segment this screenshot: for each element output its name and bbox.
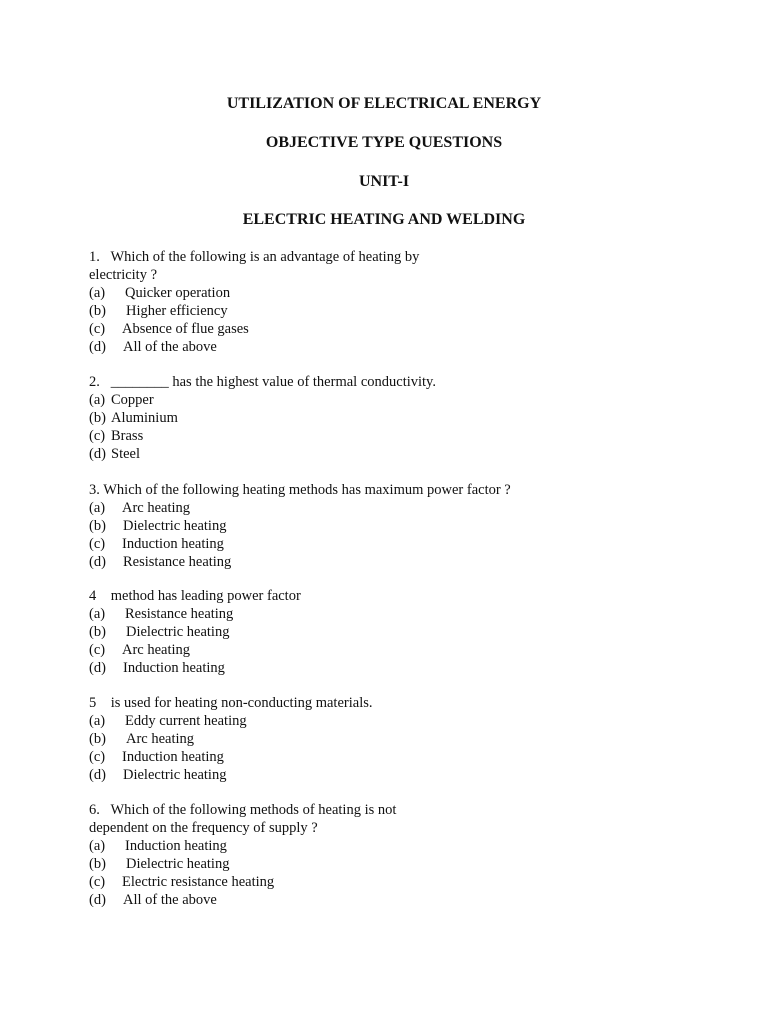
question-5-option-c: (c) Induction heating: [89, 749, 224, 765]
question-2-option-c: (c) Brass: [89, 428, 144, 444]
question-5-option-a: (a) Eddy current heating: [89, 713, 247, 729]
question-5-text-line-1: 5 is used for heating non-conducting materials.: [89, 695, 373, 711]
question-3-option-b: (b) Dielectric heating: [89, 518, 227, 534]
question-4: [89, 587, 689, 677]
question-1: [89, 248, 689, 356]
document-subtitle: OBJECTIVE TYPE QUESTIONS: [265, 134, 503, 151]
question-2-option-a: (a) Copper: [89, 392, 154, 408]
question-4-option-c: (c) Arc heating: [89, 642, 191, 658]
unit-heading: UNIT-I: [358, 173, 410, 190]
question-6-text-line-2: dependent on the frequency of supply ?: [89, 820, 318, 836]
question-3: [89, 481, 689, 571]
question-1-option-c: (c) Absence of flue gases: [89, 321, 249, 337]
question-4-option-b: (b) Dielectric heating: [89, 624, 230, 640]
question-1-option-b: (b) Higher efficiency: [89, 303, 228, 319]
question-4-option-d: (d) Induction heating: [89, 660, 225, 676]
question-3-option-c: (c) Induction heating: [89, 536, 224, 552]
question-2-option-b: (b) Aluminium: [89, 410, 178, 426]
question-6-option-d: (d) All of the above: [89, 892, 217, 908]
question-3-text-line-1: 3. Which of the following heating methods has maximum power factor ?: [89, 482, 511, 498]
question-3-option-d: (d) Resistance heating: [89, 554, 232, 570]
question-4-text-line-1: 4 method has leading power factor: [89, 588, 301, 604]
question-1-text-line-1: 1. Which of the following is an advantage of heating by: [89, 249, 420, 265]
question-2-text-line-1: 2. ________ has the highest value of thermal conductivity.: [89, 374, 436, 390]
question-2: [89, 373, 689, 463]
question-1-text-line-2: electricity ?: [89, 267, 158, 283]
question-6: [89, 801, 689, 909]
question-5-option-d: (d) Dielectric heating: [89, 767, 227, 783]
question-6-option-c: (c) Electric resistance heating: [89, 874, 275, 890]
question-2-option-d: (d) Steel: [89, 446, 140, 462]
section-heading: ELECTRIC HEATING AND WELDING: [242, 211, 526, 228]
question-5-option-b: (b) Arc heating: [89, 731, 195, 747]
question-5: [89, 694, 689, 784]
question-1-option-d: (d) All of the above: [89, 339, 217, 355]
question-3-option-a: (a) Arc heating: [89, 500, 191, 516]
document-title: UTILIZATION OF ELECTRICAL ENERGY: [226, 95, 542, 112]
question-6-option-b: (b) Dielectric heating: [89, 856, 230, 872]
question-1-option-a: (a) Quicker operation: [89, 285, 231, 301]
question-4-option-a: (a) Resistance heating: [89, 606, 234, 622]
question-6-text-line-1: 6. Which of the following methods of heating is not: [89, 802, 397, 818]
question-6-option-a: (a) Induction heating: [89, 838, 227, 854]
